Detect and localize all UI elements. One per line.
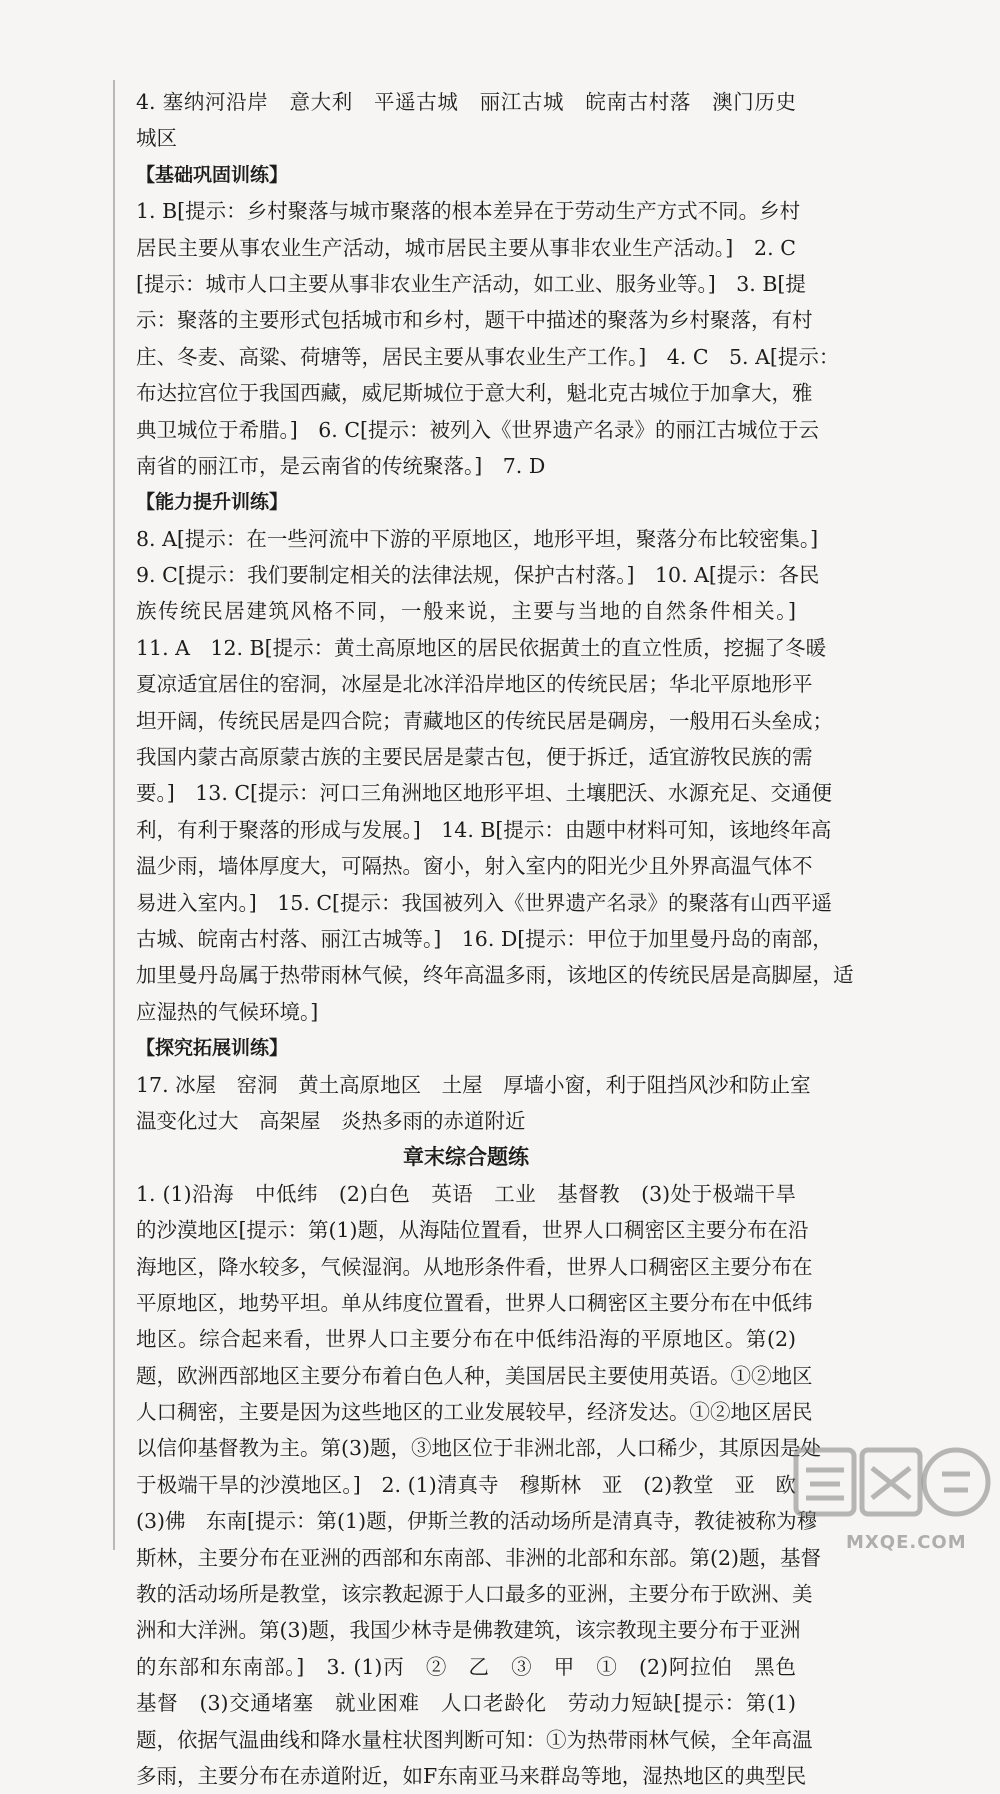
text-line: 海地区，降水较多，气候湿润。从地形条件看，世界人口稠密区主要分布在 <box>136 1254 813 1279</box>
text-line: 我国内蒙古高原蒙古族的主要民居是蒙古包，便于拆迁，适宜游牧民族的需 <box>136 745 813 770</box>
chapter-title: 章末综合题练 <box>403 1145 529 1170</box>
text-line: 布达拉宫位于我国西藏，威尼斯城位于意大利，魁北克古城位于加拿大，雅 <box>136 381 813 406</box>
text-line: 11. A 12. B[提示：黄土高原地区的居民依据黄土的直立性质，挖掘了冬暖 <box>136 635 827 660</box>
text-line: 的东部和东南部。] 3. (1)丙 ② 乙 ③ 甲 ① (2)阿拉伯 黑色 <box>136 1654 796 1679</box>
answer-text-block <box>136 84 854 1794</box>
text-line: 夏凉适宜居住的窑洞，冰屋是北冰洋沿岸地区的传统民居；华北平原地形平 <box>136 672 813 697</box>
text-line: 坦开阔，传统民居是四合院；青藏地区的传统民居是碉房，一般用石头垒成； <box>136 708 833 733</box>
text-line: 斯林，主要分布在亚洲的西部和东南部、非洲的北部和东部。第(2)题，基督 <box>136 1545 822 1570</box>
section-heading: 【探究拓展训练】 <box>136 1037 289 1060</box>
text-line: 应湿热的气候环境。] <box>136 999 319 1024</box>
text-line: 教的活动场所是教堂，该宗教起源于人口最多的亚洲，主要分布于欧洲、美 <box>136 1582 813 1607</box>
text-line: 典卫城位于希腊。] 6. C[提示：被列入《世界遗产名录》的丽江古城位于云 <box>136 417 820 442</box>
text-line: 加里曼丹岛属于热带雨林气候，终年高温多雨，该地区的传统民居是高脚屋，适 <box>136 963 854 988</box>
text-line: 洲和大洋洲。第(3)题，我国少林寺是佛教建筑，该宗教现主要分布于亚洲 <box>136 1618 801 1643</box>
text-line: 于极端干旱的沙漠地区。] 2. (1)清真寺 穆斯林 亚 (2)教堂 亚 欧 <box>136 1472 796 1497</box>
text-line: 17. 冰屋 窑洞 黄土高原地区 土屋 厚墙小窗，利于阻挡风沙和防止室 <box>136 1072 811 1097</box>
text-line: 人口稠密，主要是因为这些地区的工业发展较早，经济发达。①②地区居民 <box>136 1400 813 1425</box>
text-line: 南省的丽江市，是云南省的传统聚落。] 7. D <box>136 453 546 478</box>
text-line: 题，欧洲西部地区主要分布着白色人种，美国居民主要使用英语。①②地区 <box>136 1363 813 1388</box>
section-heading: 【基础巩固训练】 <box>136 163 289 186</box>
text-line: 庄、冬麦、高粱、荷塘等，居民主要从事农业生产工作。] 4. C 5. A[提示： <box>136 344 840 369</box>
text-line: 示：聚落的主要形式包括城市和乡村，题干中描述的聚落为乡村聚落，有村 <box>136 308 813 333</box>
text-line: 题，依据气温曲线和降水量柱状图判断可知：①为热带雨林气候，全年高温 <box>136 1727 813 1752</box>
text-line: 利，有利于聚落的形成与发展。] 14. B[提示：由题中材料可知，该地终年高 <box>136 817 832 842</box>
watermark-url: MXQE.COM <box>846 1532 967 1553</box>
text-line: 居民主要从事农业生产活动，城市居民主要从事非农业生产活动。] 2. C <box>136 235 796 260</box>
watermark-logo <box>784 1444 994 1556</box>
text-line: 温少雨，墙体厚度大，可隔热。窗小，射入室内的阳光少且外界高温气体不 <box>136 854 813 879</box>
text-line: 平原地区，地势平坦。单从纬度位置看，世界人口稠密区主要分布在中低纬 <box>136 1290 813 1315</box>
text-line: 古城、皖南古村落、丽江古城等。] 16. D[提示：甲位于加里曼丹岛的南部， <box>136 926 833 951</box>
text-line: [提示：城市人口主要从事非农业生产活动，如工业、服务业等。] 3. B[提 <box>136 271 806 296</box>
text-line: 9. C[提示：我们要制定相关的法律法规，保护古村落。] 10. A[提示：各民 <box>136 563 820 588</box>
text-line: 8. A[提示：在一些河流中下游的平原地区，地形平坦，聚落分布比较密集。] <box>136 526 819 551</box>
text-line: 1. (1)沿海 中低纬 (2)白色 英语 工业 基督教 (3)处于极端干旱 <box>136 1181 796 1206</box>
text-line: 族传统民居建筑风格不同，一般来说，主要与当地的自然条件相关。] <box>136 599 796 624</box>
text-line: 4. 塞纳河沿岸 意大利 平遥古城 丽江古城 皖南古村落 澳门历史 <box>136 90 796 114</box>
text-line: 温变化过大 高架屋 炎热多雨的赤道附近 <box>136 1108 526 1133</box>
text-line: (3)佛 东南[提示：第(1)题，伊斯兰教的活动场所是清真寺，教徒被称为穆 <box>136 1509 818 1534</box>
text-line: 1. B[提示：乡村聚落与城市聚落的根本差异在于劳动生产方式不同。乡村 <box>136 199 801 224</box>
text-line: 地区。综合起来看，世界人口主要分布在中低纬沿海的平原地区。第(2) <box>136 1327 796 1352</box>
text-line: 的沙漠地区[提示：第(1)题，从海陆位置看，世界人口稠密区主要分布在沿 <box>136 1218 809 1243</box>
text-line: 多雨，主要分布在赤道附近，如F东南亚马来群岛等地，湿热地区的典型民 <box>136 1763 807 1788</box>
text-line: 易进入室内。] 15. C[提示：我国被列入《世界遗产名录》的聚落有山西平遥 <box>136 890 833 915</box>
text-line: 城区 <box>136 126 177 151</box>
left-margin-rule <box>113 80 115 1550</box>
text-line: 基督 (3)交通堵塞 就业困难 人口老龄化 劳动力短缺[提示：第(1) <box>136 1691 796 1716</box>
text-line: 要。] 13. C[提示：河口三角洲地区地形平坦、土壤肥沃、水源充足、交通便 <box>136 781 833 806</box>
text-line: 以信仰基督教为主。第(3)题，③地区位于非洲北部，人口稀少，其原因是处 <box>136 1436 822 1461</box>
section-heading: 【能力提升训练】 <box>136 491 289 514</box>
